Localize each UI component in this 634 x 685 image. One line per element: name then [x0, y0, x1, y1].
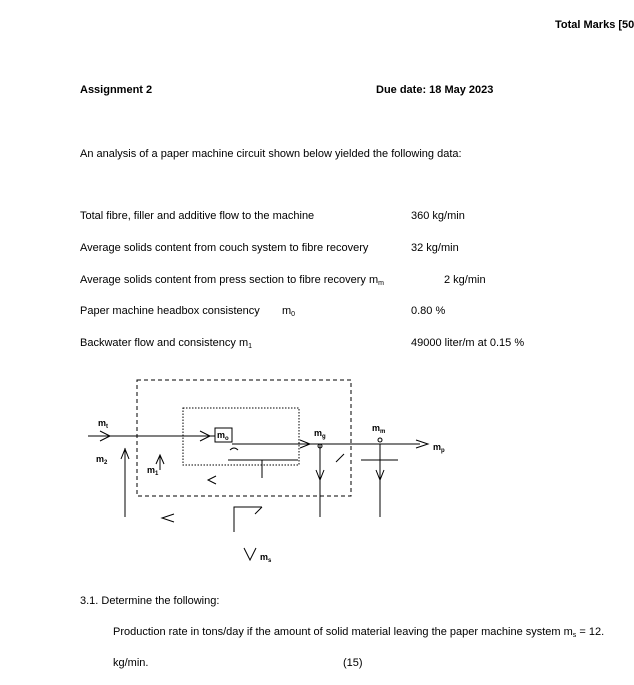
data-row-value: 0.80 % — [411, 305, 446, 317]
question-heading: 3.1. Determine the following: — [80, 595, 220, 607]
data-row-value: 32 kg/min — [411, 242, 459, 254]
mm-node — [378, 438, 382, 442]
data-row-value: 360 kg/min — [411, 210, 465, 222]
system-boundary — [137, 380, 351, 496]
couch-symbol — [230, 448, 238, 450]
label-mm: $m_m$ — [372, 423, 386, 435]
data-row-symbol: $m_0$ — [282, 305, 296, 318]
ms-corner-tick — [255, 507, 262, 514]
data-row-label-sub: m — [378, 280, 384, 287]
label-mg: $m_g$ — [314, 428, 326, 440]
label-mt: $m_t$ — [98, 418, 109, 430]
question-line-2: kg/min. — [113, 657, 149, 669]
intro-text: An analysis of a paper machine circuit shown below yielded the following data: — [80, 148, 462, 160]
ms-arrow — [244, 548, 256, 560]
bottom-return-arrow — [162, 514, 174, 522]
label-m1: $m_1$ — [147, 465, 159, 477]
data-row-label: Average solids content from couch system to fibre recovery — [80, 242, 369, 254]
data-row-value: 49000 liter/m at 0.15 % — [411, 337, 525, 349]
question-marks: (15) — [343, 657, 363, 669]
question-line-1: Production rate in tons/day if the amount of solid material leaving the paper machine system $m_s = 12$. — [113, 626, 605, 639]
data-row-label: Total fibre, filler and additive flow to the machine — [80, 210, 315, 222]
label-ms: $m_s$ — [260, 552, 272, 564]
due-date: Due date: 18 May 2023 — [376, 84, 494, 96]
data-row-label: Average solids content from press section to fibre recovery m — [80, 274, 379, 286]
label-m2: $m_2$ — [96, 454, 108, 466]
data-row-value: 2 kg/min — [444, 274, 486, 286]
data-row-label-sub: 1 — [248, 343, 253, 350]
label-mo: $m_o$ — [217, 430, 229, 442]
mg-tick — [336, 454, 344, 462]
data-row-label: Paper machine headbox consistency — [80, 305, 260, 317]
inner-return-arrow — [208, 476, 216, 484]
data-row-label: Backwater flow and consistency m — [80, 337, 249, 349]
assignment-title: Assignment 2 — [80, 84, 153, 96]
label-mp: $m_p$ — [433, 442, 445, 454]
total-marks: Total Marks [50 — [555, 19, 634, 31]
